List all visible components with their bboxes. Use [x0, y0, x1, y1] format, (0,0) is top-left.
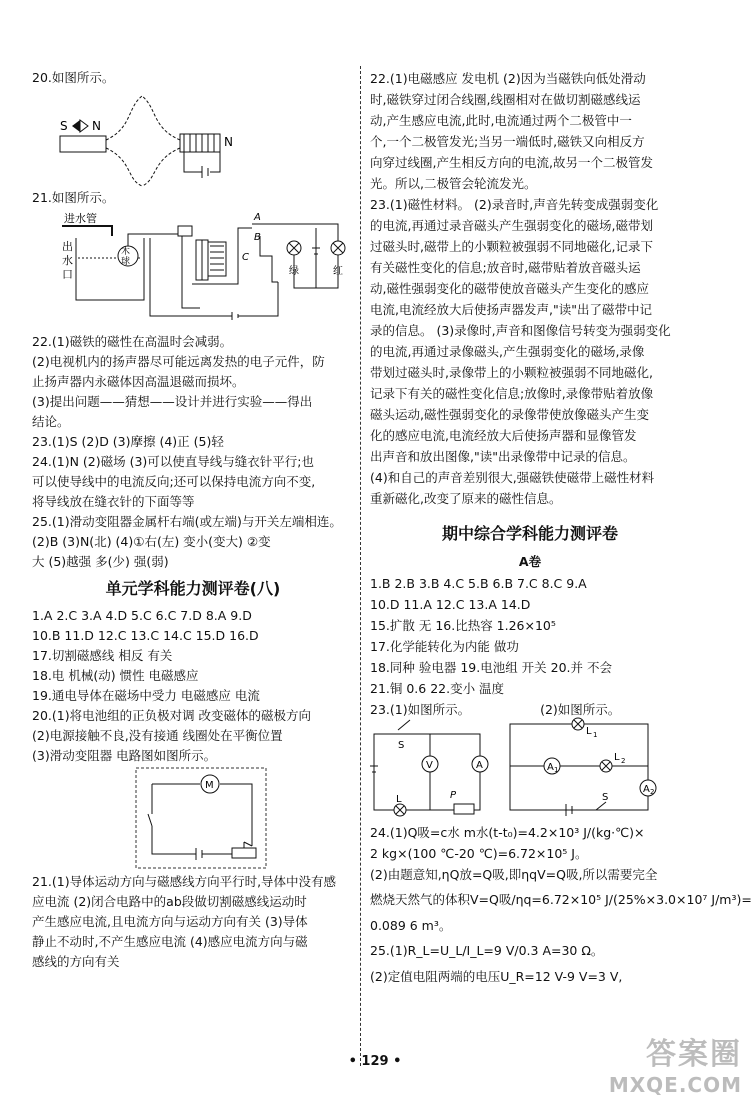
- r22-line-1: 22.(1)电磁感应 发电机 (2)因为当磁铁向低处滑动: [370, 71, 646, 86]
- r23-line-13: 出声音和放出图像,"读"出录像带中记录的信息。: [370, 449, 636, 464]
- section-8-line-7: (2)电源接触不良,没有接通 线圈处在平衡位置: [32, 728, 283, 743]
- column-divider: [360, 66, 361, 1066]
- answer-22-line-5: 结论。: [32, 414, 70, 429]
- mid-q25-line-2: (2)定值电阻两端的电压U_R=12 V-9 V=3 V,: [370, 969, 623, 984]
- r23-line-14: (4)和自己的声音差别很大,强磁铁使磁带上磁性材料: [370, 470, 655, 485]
- mid-q24-line-1: 24.(1)Q吸=c水 m水(t-t₀)=4.2×10³ J/(kg·℃)×: [370, 825, 645, 840]
- q23-part1-label: 23.(1)如图所示。: [370, 702, 471, 717]
- circuit-1-switch: [398, 720, 410, 730]
- r22-line-3: 动,产生感应电流,此时,电流通过两个二极管中一: [370, 113, 632, 128]
- section-8-q21-line-4: 静止不动时,不产生感应电流 (4)感应电流方向与磁: [32, 934, 308, 949]
- answer-21-heading: 21.如图所示。: [32, 190, 115, 205]
- answer-22-line-4: (3)提出问题——猜想——设计并进行实验——得出: [32, 394, 313, 409]
- section-8-line-5: 19.通电导体在磁场中受力 电磁感应 电流: [32, 688, 260, 703]
- svg-text:A: A: [476, 760, 483, 771]
- r23-line-8: 的电流,再通过录像磁头,产生强弱变化的磁场,录像: [370, 344, 645, 359]
- r22-line-5: 向穿过线圈,产生相反方向的电流,故另一个二极管发: [370, 155, 653, 170]
- section-8-q21-line-3: 产生感应电流,且电流方向与运动方向有关 (3)导体: [32, 914, 308, 929]
- midterm-title: 期中综合学科能力测评卷: [441, 524, 618, 543]
- section-8-q21-line-5: 感线的方向有关: [32, 954, 120, 969]
- magnet-solenoid-diagram: [32, 88, 354, 188]
- bar-magnet: [60, 136, 106, 152]
- svg-text:1: 1: [593, 731, 598, 739]
- fig20-s-label: S: [60, 119, 68, 133]
- svg-text:绿: 绿: [289, 266, 299, 277]
- figure-20-magnetic-field: [32, 88, 354, 188]
- answer-20-heading: 20.如图所示。: [32, 70, 115, 85]
- mid-q24-line-3: (2)由题意知,ηQ放=Q吸,即ηqV=Q吸,所以需要完全: [370, 867, 658, 882]
- svg-text:A: A: [643, 784, 650, 795]
- svg-text:M: M: [205, 780, 214, 791]
- answer-22-line-1: 22.(1)磁铁的磁性在高温时会减弱。: [32, 334, 233, 349]
- answer-24-line-1: 24.(1)N (2)磁场 (3)可以使直导线与缝衣针平行;也: [32, 454, 315, 469]
- r23-line-10: 记录下有关的磁性变化信息;放像时,录像带贴着放像: [370, 386, 654, 401]
- circuit-diagrams: [370, 720, 690, 822]
- inlet-label: 进水管: [64, 212, 97, 225]
- mid-line-7: [370, 699, 690, 720]
- section-8-title: 单元学科能力测评卷(八): [105, 579, 281, 598]
- section-8-line-8: (3)滑动变阻器 电路图如图所示。: [32, 748, 217, 763]
- motor-circuit-diagram: [32, 766, 354, 872]
- svg-text:A: A: [254, 212, 261, 223]
- fig20-n-label: N: [92, 119, 101, 133]
- answer-22-line-3: 止扬声器内永磁体因高温退磁而损坏。: [32, 374, 245, 389]
- section-8-q21-line-1: 21.(1)导体运动方向与磁感线方向平行时,导体中没有感: [32, 874, 337, 889]
- mid-line-6: 21.铜 0.6 22.变小 温度: [370, 681, 505, 696]
- mid-q24-line-2: 2 kg×(100 ℃-20 ℃)=6.72×10⁵ J。: [370, 846, 588, 861]
- svg-text:B: B: [254, 232, 261, 243]
- svg-text:1: 1: [554, 766, 559, 774]
- page-number: • 129 •: [348, 1054, 402, 1069]
- answer-22-line-2: (2)电视机内的扬声器尽可能远离发热的电子元件，防: [32, 354, 325, 369]
- fig20-n2-label: N: [224, 135, 233, 149]
- switch-icon: [148, 784, 196, 854]
- mid-line-2: 10.D 11.A 12.C 13.A 14.D: [370, 597, 531, 612]
- water-level-alarm-diagram: [32, 208, 354, 332]
- compass-needle-icon: [72, 120, 80, 132]
- svg-text:A: A: [547, 762, 554, 773]
- svg-text:2: 2: [650, 788, 655, 796]
- mid-line-1: 1.B 2.B 3.B 4.C 5.B 6.B 7.C 8.C 9.A: [370, 576, 587, 591]
- r22-line-4: 个,一个二极管发光;当另一端低时,磁铁又向相反方: [370, 134, 645, 149]
- r23-line-3: 过磁头时,磁带上的小颗粒被强弱不同地磁化,记录下: [370, 239, 653, 254]
- circuit-1-rheostat: [454, 804, 474, 814]
- r22-line-6: 光。所以,二极管会轮流发光。: [370, 176, 537, 191]
- mid-line-5: 18.同种 验电器 19.电池组 开关 20.并 不会: [370, 660, 613, 675]
- svg-text:木: 木: [121, 247, 131, 257]
- svg-text:2: 2: [621, 757, 626, 765]
- left-column: [32, 68, 354, 972]
- section-8-line-2: 10.B 11.D 12.C 13.C 14.C 15.D 16.D: [32, 628, 259, 643]
- circuit-2-wires: [510, 724, 648, 810]
- q23-part2-label: (2)如图所示。: [540, 702, 621, 717]
- r23-line-1: 23.(1)磁性材料。 (2)录音时,声音先转变成强弱变化: [370, 197, 659, 212]
- svg-text:P: P: [450, 790, 457, 801]
- section-8-line-4: 18.电 机械(动) 惯性 电磁感应: [32, 668, 199, 683]
- answer-24-line-3: 将导线放在缝衣针的下面等等: [32, 494, 195, 509]
- section-8-q21-line-2: 应电流 (2)闭合电路中的ab段做切割磁感线运动时: [32, 894, 307, 909]
- answer-25-line-1: 25.(1)滑动变阻器金属杆右端(或左端)与开关左端相连。: [32, 514, 342, 529]
- r22-line-2: 时,磁铁穿过闭合线圈,线圈相对在做切割磁感线运: [370, 92, 641, 107]
- r23-line-12: 化的感应电流,电流经放大后使扬声器和显像管发: [370, 428, 637, 443]
- outlet-label-2: 水: [62, 254, 73, 267]
- electromagnet-coil: [208, 242, 226, 276]
- answer-23: 23.(1)S (2)D (3)摩擦 (4)正 (5)轻: [32, 434, 224, 449]
- answer-25-line-2: (2)B (3)N(北) (4)①右(左) 变小(变大) ②变: [32, 534, 271, 549]
- r23-line-7: 录的信息。 (3)录像时,声音和图像信号转变为强弱变化: [370, 323, 671, 338]
- field-lines: [106, 96, 180, 186]
- svg-text:红: 红: [333, 266, 343, 277]
- mid-line-4: 17.化学能转化为内能 做功: [370, 639, 519, 654]
- answer-24-line-2: 可以使导线中的电流反向;还可以保持电流方向不变,: [32, 474, 316, 489]
- battery-icon-2: [196, 848, 202, 860]
- rheostat-icon: [232, 848, 256, 858]
- r23-line-9: 带划过磁头时,录像带上的小颗粒被强弱不同地磁化,: [370, 365, 653, 380]
- figure-23-circuits: [370, 720, 690, 822]
- r23-line-2: 的电流,再通过录音磁头产生强弱变化的磁场,磁带划: [370, 218, 653, 233]
- paper-a-title: A卷: [518, 554, 542, 569]
- right-column: [370, 68, 752, 987]
- battery-icon: [202, 166, 208, 178]
- r23-line-5: 动,磁性强弱变化的磁带使放音磁头产生变化的感应: [370, 281, 649, 296]
- r23-line-11: 磁头运动,磁性强弱变化的录像带使放像磁头产生变: [370, 407, 649, 422]
- svg-text:L: L: [396, 794, 402, 805]
- answer-25-line-3: 大 (5)越强 多(少) 强(弱): [32, 554, 169, 569]
- outlet-label-1: 出: [62, 240, 73, 253]
- watermark: 答案圈 MXQE.COM: [608, 1037, 742, 1097]
- mid-q25-line-1: 25.(1)R_L=U_L/I_L=9 V/0.3 A=30 Ω。: [370, 943, 604, 958]
- mid-q24-line-4: 燃烧天然气的体积V=Q吸/ηq=6.72×10⁵ J/(25%×3.0×10⁷ J/m³)=: [370, 892, 752, 907]
- r23-line-6: 电流,电流经放大后使扬声器发声,"读"出了磁带中记: [370, 302, 652, 317]
- svg-text:V: V: [426, 760, 433, 771]
- section-8-line-6: 20.(1)将电池组的正负极对调 改变磁体的磁极方向: [32, 708, 312, 723]
- figure-21-water-alarm: [32, 208, 354, 332]
- outlet-label-3: 口: [62, 268, 73, 281]
- circuit-2-switch: [596, 802, 606, 810]
- svg-text:C: C: [242, 252, 249, 263]
- svg-text:L: L: [586, 726, 592, 737]
- section-8-line-1: 1.A 2.C 3.A 4.D 5.C 6.C 7.D 8.A 9.D: [32, 608, 252, 623]
- svg-text:L: L: [614, 752, 620, 763]
- mid-q24-line-5: 0.089 6 m³。: [370, 918, 452, 933]
- section-8-line-3: 17.切割磁感线 相反 有关: [32, 648, 173, 663]
- r23-line-4: 有关磁性变化的信息;放音时,磁带贴着放音磁头运: [370, 260, 641, 275]
- figure-motor-circuit: [32, 766, 354, 872]
- svg-text:球: 球: [121, 257, 131, 267]
- mid-line-3: 15.扩散 无 16.比热容 1.26×10⁵: [370, 618, 556, 633]
- circuit-1-wires: [374, 734, 480, 810]
- svg-text:S: S: [398, 740, 405, 751]
- svg-text:S: S: [602, 792, 609, 803]
- r23-line-15: 重新磁化,改变了原来的磁性信息。: [370, 491, 562, 506]
